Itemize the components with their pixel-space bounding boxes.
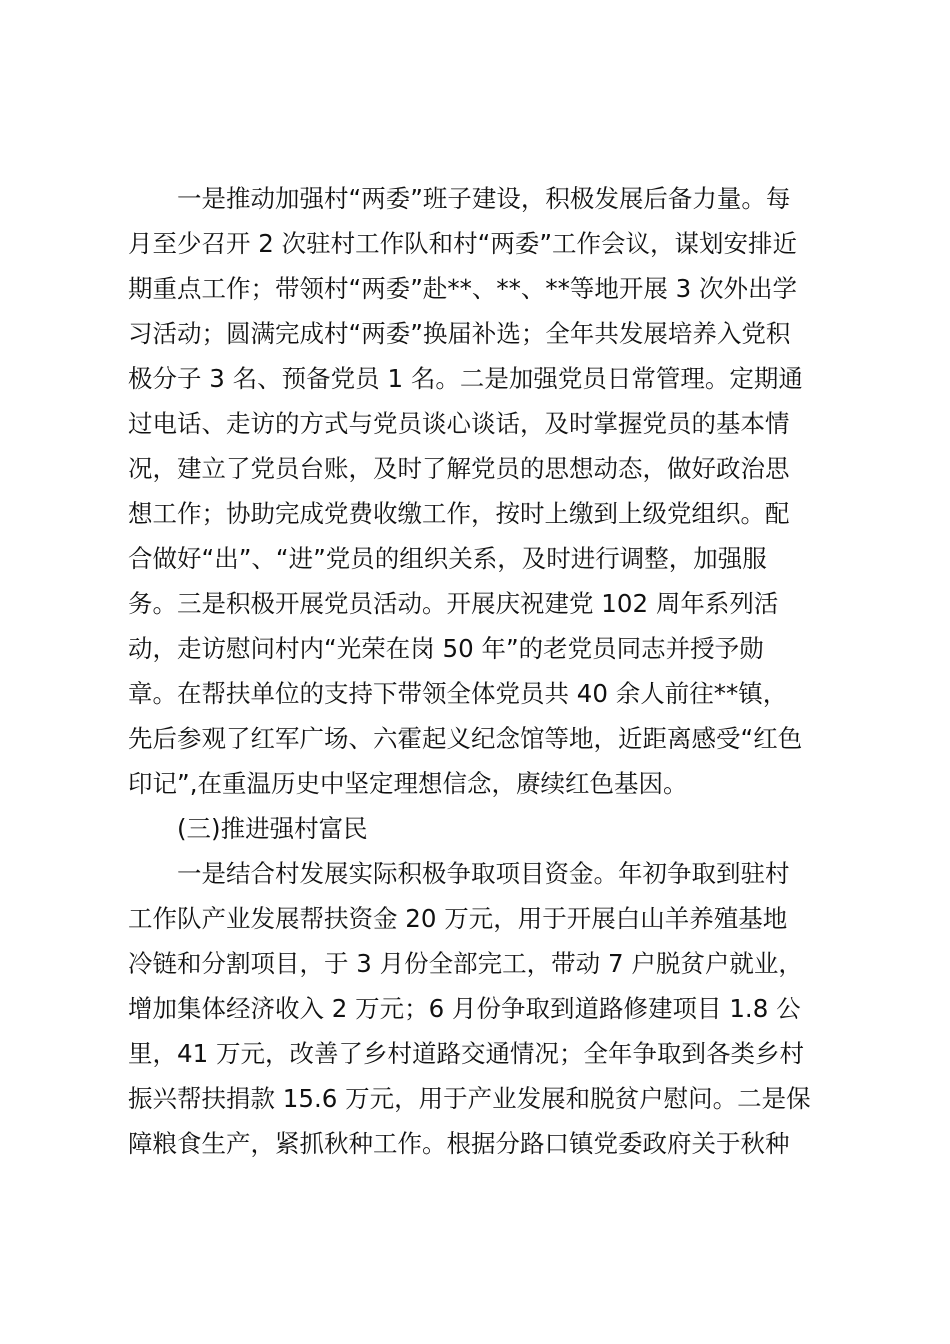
text-line: 习活动；圆满完成村“两委”换届补选；全年共发展培养入党积 bbox=[128, 319, 791, 348]
text-line: 动，走访慰问村内“光荣在岗 50 年”的老党员同志并授予勋 bbox=[128, 634, 764, 663]
text-line: 合做好“出”、“进”党员的组织关系，及时进行调整，加强服 bbox=[128, 544, 767, 573]
section-heading: (三)推进强村富民 bbox=[128, 814, 368, 843]
document-body bbox=[128, 176, 834, 1166]
text-line: 障粮食生产，紧抓秋种工作。根据分路口镇党委政府关于秋种 bbox=[128, 1129, 790, 1158]
text-line: 先后参观了红军广场、六霍起义纪念馆等地，近距离感受“红色 bbox=[128, 724, 803, 753]
text-line: 务。三是积极开展党员活动。开展庆祝建党 102 周年系列活 bbox=[128, 589, 779, 618]
text-line: 况，建立了党员台账，及时了解党员的思想动态，做好政治思 bbox=[128, 454, 790, 483]
text-line: 振兴帮扶捐款 15.6 万元，用于产业发展和脱贫户慰问。二是保 bbox=[128, 1084, 811, 1113]
text-line: 一是结合村发展实际积极争取项目资金。年初争取到驻村 bbox=[128, 859, 790, 888]
text-line: 章。在帮扶单位的支持下带领全体党员共 40 余人前往**镇， bbox=[128, 679, 788, 708]
text-line: 里，41 万元，改善了乡村道路交通情况；全年争取到各类乡村 bbox=[128, 1039, 804, 1068]
text-line: 过电话、走访的方式与党员谈心谈话，及时掌握党员的基本情 bbox=[128, 409, 790, 438]
text-line: 想工作；协助完成党费收缴工作，按时上缴到上级党组织。配 bbox=[128, 499, 790, 528]
text-line: 增加集体经济收入 2 万元；6 月份争取到道路修建项目 1.8 公 bbox=[128, 994, 801, 1023]
text-line: 期重点工作；带领村“两委”赴**、**、**等地开展 3 次外出学 bbox=[128, 274, 798, 303]
text-line: 一是推动加强村“两委”班子建设，积极发展后备力量。每 bbox=[128, 184, 791, 213]
text-line: 工作队产业发展帮扶资金 20 万元，用于开展白山羊养殖基地 bbox=[128, 904, 788, 933]
text-line: 极分子 3 名、预备党员 1 名。二是加强党员日常管理。定期通 bbox=[128, 364, 803, 393]
text-line: 冷链和分割项目，于 3 月份全部完工，带动 7 户脱贫户就业， bbox=[128, 949, 803, 978]
text-line: 月至少召开 2 次驻村工作队和村“两委”工作会议，谋划安排近 bbox=[128, 229, 798, 258]
text-line: 印记”,在重温历史中坚定理想信念，赓续红色基因。 bbox=[128, 769, 688, 798]
